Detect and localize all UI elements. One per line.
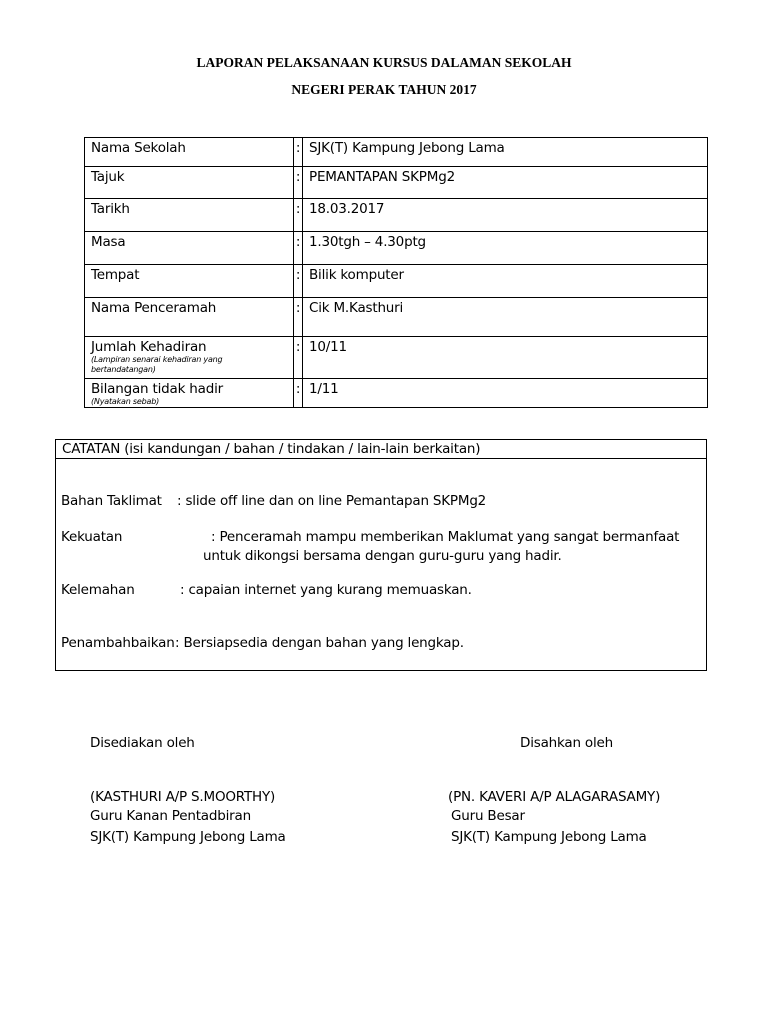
row-colon: :	[294, 199, 303, 232]
row-label: Jumlah Kehadiran (Lampiran senarai kehadiran yang bertandatangan)	[85, 337, 294, 379]
table-row	[85, 265, 708, 298]
bahan-label: Bahan Taklimat	[61, 493, 162, 509]
row-label: Masa	[85, 232, 294, 265]
info-table	[84, 137, 708, 408]
notes-heading: CATATAN (isi kandungan / bahan / tindakan / lain-lain berkaitan)	[56, 440, 706, 459]
row-value: 1/11	[303, 379, 708, 408]
kekuatan-text-continued: untuk dikongsi bersama dengan guru-guru yang hadir.	[203, 548, 562, 564]
approved-by-caption: Disahkan oleh	[520, 735, 613, 751]
approver-position: Guru Besar	[451, 808, 525, 824]
penambahbaikan-text: : Bersiapsedia dengan bahan yang lengkap.	[175, 635, 464, 651]
row-value: Cik M.Kasthuri	[303, 298, 708, 337]
row-value: 18.03.2017	[303, 199, 708, 232]
penambahbaikan-label: Penambahbaikan	[61, 635, 175, 651]
row-label: Nama Sekolah	[85, 138, 294, 167]
approver-name: (PN. KAVERI A/P ALAGARASAMY)	[448, 789, 661, 805]
table-row	[85, 232, 708, 265]
preparer-school: SJK(T) Kampung Jebong Lama	[90, 829, 286, 845]
row-label: Tajuk	[85, 167, 294, 199]
bahan-text: : slide off line dan on line Pemantapan SKPMg2	[177, 493, 487, 509]
row-colon: :	[294, 138, 303, 167]
row-value: 1.30tgh – 4.30ptg	[303, 232, 708, 265]
row-value: SJK(T) Kampung Jebong Lama	[303, 138, 708, 167]
row-value: PEMANTAPAN SKPMg2	[303, 167, 708, 199]
row-note: (Lampiran senarai kehadiran yang bertandatangan)	[91, 355, 223, 374]
row-note: (Nyatakan sebab)	[91, 397, 159, 406]
row-colon: :	[294, 337, 303, 379]
table-row	[85, 167, 708, 199]
table-row	[85, 298, 708, 337]
kekuatan-label: Kekuatan	[61, 529, 123, 545]
table-row	[85, 138, 708, 167]
row-colon: :	[294, 265, 303, 298]
kelemahan-text: : capaian internet yang kurang memuaskan.	[180, 582, 472, 598]
prepared-by-caption: Disediakan oleh	[90, 735, 195, 751]
table-row	[85, 337, 708, 379]
preparer-name: (KASTHURI A/P S.MOORTHY)	[90, 789, 276, 805]
table-row	[85, 199, 708, 232]
row-label: Tempat	[85, 265, 294, 298]
row-colon: :	[294, 167, 303, 199]
row-value: 10/11	[303, 337, 708, 379]
row-label: Tarikh	[85, 199, 294, 232]
row-label: Nama Penceramah	[85, 298, 294, 337]
kekuatan-text: : Penceramah mampu memberikan Maklumat yang sangat bermanfaat	[211, 529, 680, 545]
row-label: Bilangan tidak hadir (Nyatakan sebab)	[85, 379, 294, 408]
row-value: Bilik komputer	[303, 265, 708, 298]
table-row	[85, 379, 708, 408]
approver-school: SJK(T) Kampung Jebong Lama	[451, 829, 647, 845]
row-colon: :	[294, 232, 303, 265]
row-colon: :	[294, 298, 303, 337]
preparer-position: Guru Kanan Pentadbiran	[90, 808, 251, 824]
kelemahan-label: Kelemahan	[61, 582, 135, 598]
report-subtitle: NEGERI PERAK TAHUN 2017	[291, 82, 477, 97]
row-colon: :	[294, 379, 303, 408]
report-title: LAPORAN PELAKSANAAN KURSUS DALAMAN SEKOLAH	[196, 55, 572, 70]
notes-box	[55, 439, 707, 671]
